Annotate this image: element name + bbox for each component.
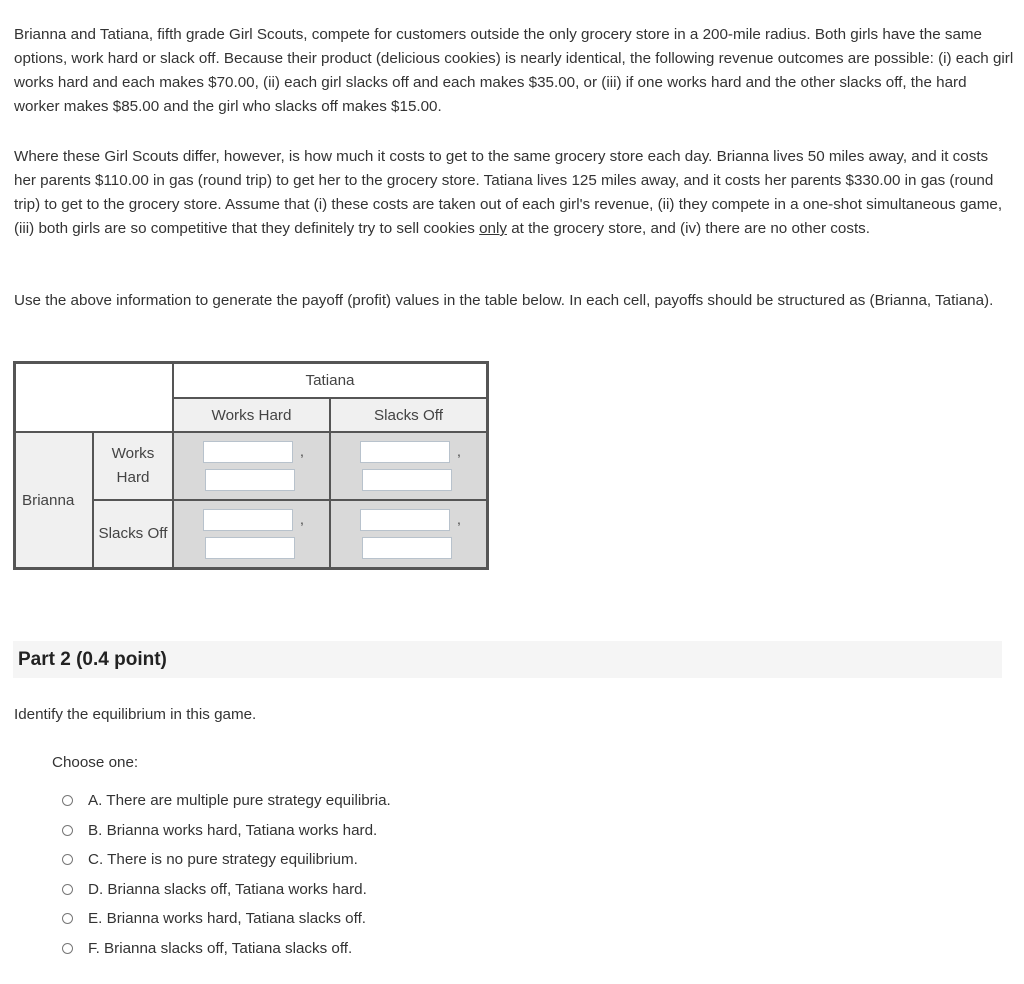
payoff-separator: ,: [457, 511, 461, 527]
intro-paragraph-2: [14, 145, 1014, 241]
brianna-payoff-input[interactable]: [203, 441, 293, 463]
radio-button-icon[interactable]: [62, 795, 73, 806]
option-label: C. There is no pure strategy equilibrium.: [88, 851, 358, 869]
payoff-cell-so-wh: [173, 500, 330, 568]
radio-button-icon[interactable]: [62, 884, 73, 895]
payoff-separator: ,: [300, 511, 304, 527]
payoff-separator: ,: [457, 443, 461, 459]
intro-paragraph-3: Use the above information to generate the payoff (profit) values in the table below. In each cell, payoffs should be structured as (Brianna, Tatiana).: [14, 292, 994, 309]
option-label: D. Brianna slacks off, Tatiana works hard.: [88, 880, 367, 898]
tatiana-payoff-input[interactable]: [362, 469, 452, 491]
payoff-table: [13, 361, 489, 570]
radio-button-icon[interactable]: [62, 825, 73, 836]
col-header-slacks-off: Slacks Off: [330, 398, 487, 432]
radio-button-icon[interactable]: [62, 854, 73, 865]
tatiana-payoff-input[interactable]: [362, 537, 452, 559]
option-d[interactable]: [62, 875, 391, 905]
part-2-question: Identify the equilibrium in this game.: [14, 706, 257, 723]
col-header-works-hard: Works Hard: [173, 398, 330, 432]
p2-underlined-word: only: [479, 220, 507, 237]
p2-text-before: Where these Girl Scouts differ, however, is how much it costs to get to the same grocery store each day. Brianna lives 50 miles away, and it costs her parents $110.00 in gas (round trip) to get her to the grocery store. Tatiana lives 125 miles away, and it costs her parents $330.00 in gas (round trip) to get to the grocery store. Assume that (i) these costs are taken out of each girl's revenue, (ii) they compete in a one-shot simultaneous game, (iii) both girls are so competitive that they definitely try to sell cookies: [14, 148, 1003, 237]
answer-options: [62, 786, 391, 963]
option-label: B. Brianna works hard, Tatiana works hard.: [88, 821, 378, 839]
part-2-header-bar: [13, 641, 1002, 678]
brianna-payoff-input[interactable]: [360, 509, 450, 531]
payoff-cell-so-so: [330, 500, 487, 568]
option-label: E. Brianna works hard, Tatiana slacks off.: [88, 910, 367, 928]
option-label: F. Brianna slacks off, Tatiana slacks off.: [88, 939, 353, 957]
row-header-works-hard: Works Hard: [93, 432, 173, 500]
part-2-title: Part 2 (0.4 point): [18, 649, 167, 670]
table-corner: [15, 363, 173, 432]
choose-one-label: Choose one:: [52, 754, 139, 771]
p2-text-after: at the grocery store, and (iv) there are no other costs.: [506, 220, 870, 237]
brianna-payoff-input[interactable]: [360, 441, 450, 463]
col-player-header: Tatiana: [173, 363, 487, 398]
tatiana-payoff-input[interactable]: [205, 537, 295, 559]
intro-paragraph-1: Brianna and Tatiana, fifth grade Girl Scouts, compete for customers outside the only grocery store in a 200-mile radius. Both girls have the same options, work hard or slack off. Because their product (delicious cookies) is nearly identical, the following revenue outcomes are possible: (i) each girl works hard and each makes $70.00, (ii) each girl slacks off and each makes $35.00, or (iii) if one works hard and the other slacks off, the hard worker makes $85.00 and the girl who slacks off makes $15.00.: [14, 26, 1014, 115]
option-f[interactable]: [62, 934, 391, 964]
radio-button-icon[interactable]: [62, 913, 73, 924]
row-header-slacks-off: Slacks Off: [93, 500, 173, 568]
brianna-payoff-input[interactable]: [203, 509, 293, 531]
tatiana-payoff-input[interactable]: [205, 469, 295, 491]
option-b[interactable]: [62, 816, 391, 846]
option-a[interactable]: [62, 786, 391, 816]
payoff-cell-wh-wh: [173, 432, 330, 500]
option-label: A. There are multiple pure strategy equilibria.: [88, 792, 391, 810]
payoff-separator: ,: [300, 443, 304, 459]
option-c[interactable]: [62, 845, 391, 875]
payoff-cell-wh-so: [330, 432, 487, 500]
radio-button-icon[interactable]: [62, 943, 73, 954]
option-e[interactable]: [62, 904, 391, 934]
row-player-header: Brianna: [15, 432, 93, 568]
